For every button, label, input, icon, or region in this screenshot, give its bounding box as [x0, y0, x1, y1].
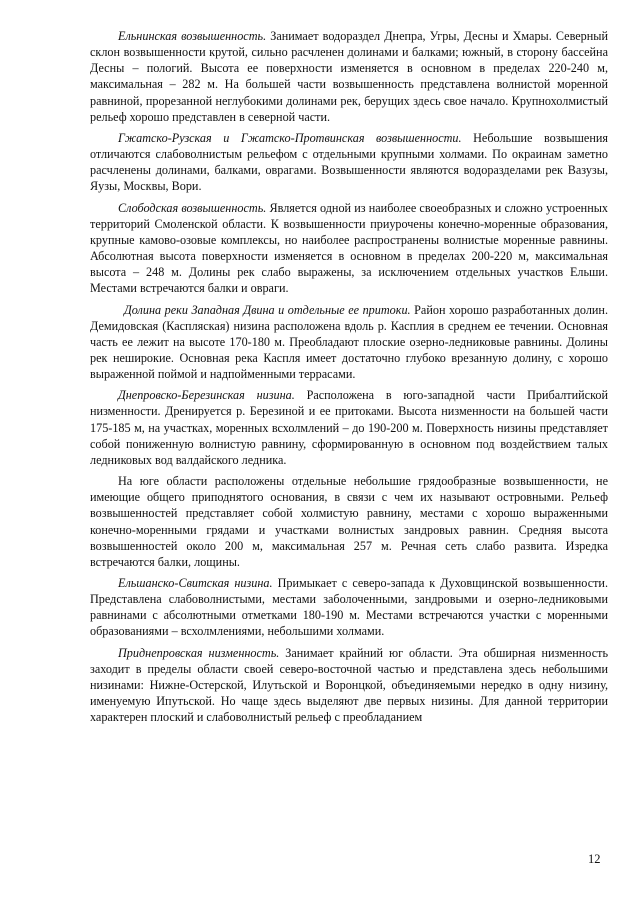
paragraph-elninskaya	[90, 28, 608, 125]
paragraph-heading: Ельнинская возвышенность.	[118, 29, 267, 43]
paragraph-text: На юге области расположены отдельные небольшие грядообразные возвышенности, не имеющие общего приподнятого основания, в связи с чем их называют островными. Рельеф возвышенностей представляет собой холмистую равнину, местами с хорошо выраженными конечно-моренными грядами и участками волнистых зандровых равнин. Средняя высота возвышенностей около 200 м, максимальная 257 м. Речная сеть слабо развита. Изредка встречаются балки, лощины.	[90, 474, 608, 569]
paragraph-text: Является одной из наиболее своеобразных и сложно устроенных территорий Смоленской области. К возвышенности приурочены конечно-моренные образования, крупные камово-озовые комплексы, но наиболее распространены волнистые моренные равнины. Абсолютная высота поверхности изменяется в основном в пределах 200-220 м, максимальная высота – 248 м. Долины рек слабо выражены, за исключением отдельных участков Ельши. Местами встречаются балки и овраги.	[90, 200, 608, 296]
paragraph-south-uplands	[90, 473, 608, 570]
paragraph-heading: Слободская возвышенность.	[118, 200, 267, 215]
paragraph-dneprovsko-berezinskaya	[90, 387, 608, 468]
paragraph-text: Небольшие возвышения отличаются слабоволнистым рельефом с отдельными крупными холмами. По окраинам заметно расчленены долинами, балками, оврагами. Возвышенности являются водоразделами рек Вазузы, Яузы, Москвы, Вори.	[90, 130, 608, 194]
paragraph-text: Примыкает с северо-запада к Духовщинской возвышенности. Представлена слабоволнистыми, местами заболоченными, зандровыми и озерно-ледниковыми равнинами с абсолютными отметками 180-190 м. Местами встречаются участки с моренными образованиями – всхолмлениями, небольшими холмами.	[90, 576, 609, 639]
paragraph-gzhatsko-ruzskaya	[90, 130, 608, 195]
page-number: 12	[588, 852, 601, 866]
paragraph-heading: Долина реки Западная Двина и отдельные ее притоки.	[124, 302, 411, 317]
paragraph-text: Занимает водораздел Днепра, Угры, Десны и Хмары. Северный склон возвышенности крутой, сильно расчленен долинами и балками; южный, в сторону бассейна Десны – пологий. Высота ее поверхности изменяется в основном в пределах 220-240 м, максимальная – 282 м. На большей части возвышенность представлена волнистой моренной равниной, прорезанной неглубокими долинами рек, берущих здесь свое начало. Крупнохолмистый рельеф хорошо представлен в северной части.	[90, 29, 608, 124]
paragraph-heading: Приднепровская низменность.	[118, 645, 280, 660]
paragraph-slobodskaya	[90, 200, 608, 297]
paragraph-heading: Гжатско-Рузская и Гжатско-Протвинская возвышенности.	[118, 130, 462, 145]
document-body	[90, 28, 608, 730]
paragraph-heading: Днепровско-Березинская низина.	[118, 388, 295, 403]
paragraph-text: Расположена в юго-западной части Прибалтийской низменности. Дренируется р. Березиной и ее притоками. Высота низменности на большей части 175-185 м, на участках, моренных всхолмлений – до 190-200 м. Поверхность низины представляет собой пониженную волнистую равнину, сформированную в основном под воздействием талых ледниковых вод валдайского ледника.	[90, 388, 608, 467]
paragraph-heading: Ельшанско-Свитская низина.	[118, 576, 273, 590]
paragraph-elshansko-svitskaya	[90, 575, 608, 640]
paragraph-text: Район хорошо разработанных долин. Демидовская (Каспляская) низина расположена вдоль р. Касплия в среднем ее течении. Основная часть ее лежит на высоте 170-180 м. Преобладают плоские озерно-ледниковые равнины. Долины рек неширокие. Основная река Каспля имеет достаточно глубоко врезанную долину, с хорошо выраженной поймой и надпойменными террасами.	[90, 302, 608, 382]
paragraph-text: Занимает крайний юг области. Эта обширная низменность заходит в пределы области своей северо-восточной частью и представлена здесь небольшими низинами: Нижне-Остерской, Илутьской и Воронцкой, объединяемыми нередко в одну низину, именуемую Ипутьской. Но чаще здесь выделяют две первых низины. Для данной территории характерен плоский и слабоволнистый рельеф с преобладанием	[90, 645, 608, 725]
paragraph-zapadnaya-dvina	[90, 302, 608, 383]
paragraph-pridneprovskaya	[90, 645, 608, 726]
